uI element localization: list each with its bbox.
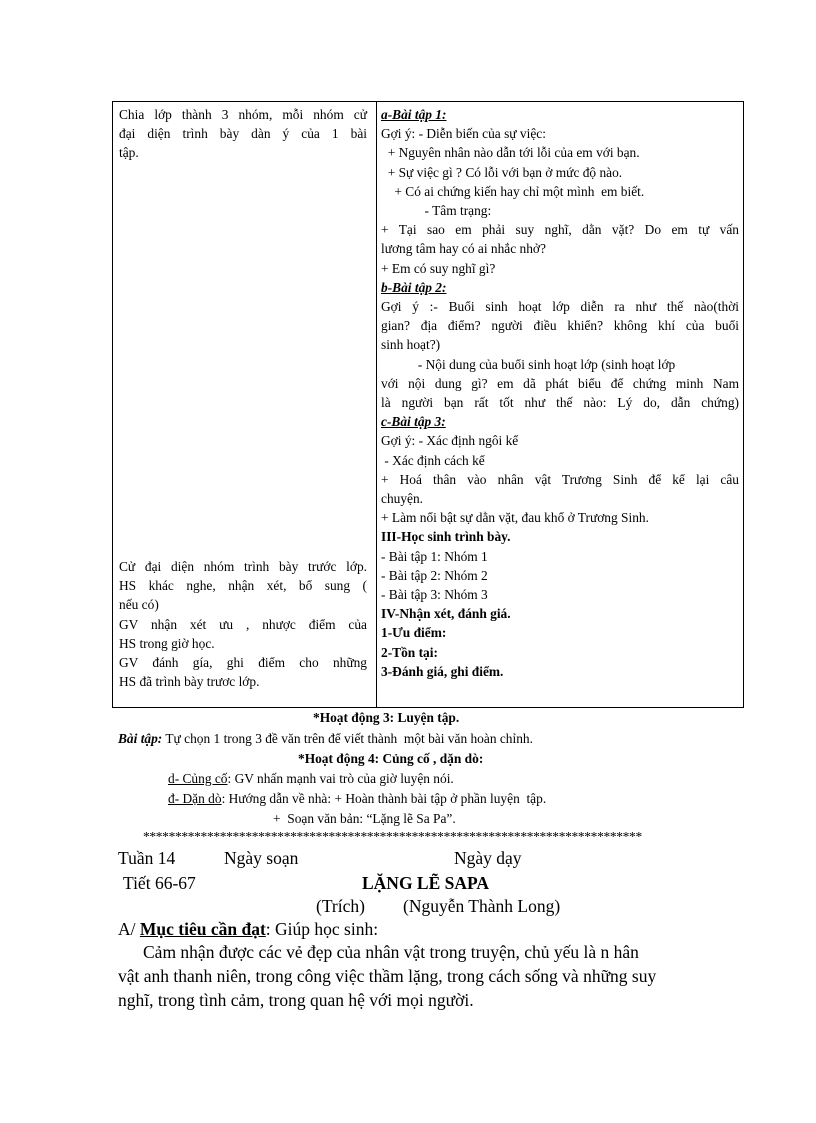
prep-date-label: Ngày soạn	[224, 848, 299, 868]
lesson-table	[112, 101, 744, 708]
text-line: Gợi ý: - Xác định ngôi kể	[381, 433, 519, 449]
section-4-heading: IV-Nhận xét, đánh giá.	[381, 606, 511, 622]
exercise-3-heading: c-Bài tập 3:	[381, 414, 446, 430]
text-line: - Xác định cách kể	[381, 452, 485, 468]
text-line: GV đánh gía, ghi điểm cho những	[119, 655, 367, 671]
cungco-text: : GV nhấn mạnh vai trò của giờ luyện nói.	[227, 771, 454, 786]
text-line: sinh hoạt?)	[381, 337, 441, 353]
left-cell-bottom	[119, 557, 367, 691]
author-label: (Nguyễn Thành Long)	[403, 896, 561, 916]
dando-line	[168, 791, 546, 807]
text-line: - Bài tập 3: Nhóm 3	[381, 587, 488, 603]
text-line: Gợi ý: - Diễn biến của sự việc:	[381, 126, 546, 142]
excerpt-label: (Trích)	[316, 896, 365, 916]
text-line: đại diện trình bày dàn ý của 1 bài	[119, 126, 367, 142]
text-line: - Nội dung của buổi sinh hoạt lớp (sinh hoạt lớp	[381, 356, 676, 372]
goal-line	[118, 919, 378, 940]
exercise-1-heading: a-Bài tập 1:	[381, 107, 447, 122]
goal-prefix: A/	[118, 919, 140, 939]
right-cell	[381, 105, 739, 681]
dando-text-2: + Soạn văn bản: “Lặng lẽ Sa Pa”.	[273, 811, 456, 826]
text-line: 2-Tồn tại:	[381, 644, 438, 660]
body-line: Cảm nhận được các vẻ đẹp của nhân vật trong truyện, chủ yếu là n hân	[143, 942, 639, 962]
period-label: Tiết 66-67	[123, 873, 196, 893]
text-line: GV nhận xét ưu , nhược điểm của	[119, 616, 367, 632]
text-line: + Làm nổi bật sự dằn vặt, đau khổ ở Trương Sinh.	[381, 510, 649, 526]
exercise-line	[118, 731, 533, 747]
star-divider: ******************************************************************************	[143, 829, 642, 844]
text-line: HS khác nghe, nhận xét, bổ sung (	[119, 578, 367, 594]
text-line: tập.	[119, 145, 139, 161]
cungco-label: d- Củng cố	[168, 771, 228, 786]
text-line: gian? địa điểm? người điều khiển? không khí của buổi	[381, 318, 739, 334]
text-line: + Em có suy nghĩ gì?	[381, 260, 496, 276]
dando-text: : Hướng dẫn về nhà: + Hoàn thành bài tập ở phần luyện tập.	[221, 791, 547, 806]
text-line: Chia lớp thành 3 nhóm, mỗi nhóm cử	[119, 107, 367, 122]
exercise-2-heading: b-Bài tập 2:	[381, 279, 447, 295]
text-line: + Có ai chứng kiến hay chỉ một mình em biết.	[381, 183, 645, 199]
body-line: vật anh thanh niên, trong công việc thầm lặng, trong cách sống và những suy	[118, 966, 657, 986]
lesson-title: LẶNG LẼ SAPA	[362, 873, 490, 893]
text-line: Gợi ý :- Buổi sinh hoạt lớp diễn ra như thế nào(thời	[381, 299, 739, 315]
text-line: 3-Đánh giá, ghi điểm.	[381, 663, 504, 679]
goal-text: : Giúp học sinh:	[265, 919, 379, 939]
teach-date-label: Ngày dạy	[454, 848, 522, 868]
left-cell-top	[119, 105, 367, 163]
text-line: + Nguyên nhân nào dẫn tới lỗi của em với bạn.	[381, 145, 640, 161]
week-label: Tuần 14	[118, 848, 176, 868]
text-line: - Bài tập 1: Nhóm 1	[381, 548, 488, 564]
text-line: - Bài tập 2: Nhóm 2	[381, 567, 488, 583]
goal-label: Mục tiêu cần đạt	[139, 919, 266, 939]
text-line: 1-Ưu điểm:	[381, 625, 447, 641]
text-line: + Tại sao em phải suy nghĩ, dằn vặt? Do em tự vấn	[381, 222, 739, 238]
text-line: + Sự việc gì ? Có lỗi với bạn ở mức độ nào.	[381, 164, 623, 180]
text-line: lương tâm hay có ai nhắc nhở?	[381, 241, 546, 257]
text-line: + Hoá thân vào nhân vật Trương Sinh để kể lại câu	[381, 471, 739, 487]
exercise-text: Tự chọn 1 trong 3 đề văn trên để viết thành một bài văn hoàn chỉnh.	[162, 731, 533, 746]
text-line: với nội dung gì? em dã phát biểu để chứng minh Nam	[381, 375, 739, 391]
text-line: HS trong giờ học.	[119, 635, 215, 651]
section-3-heading: III-Học sinh trình bày.	[381, 529, 511, 545]
activity-4-heading: *Hoạt động 4: Củng cố , dặn dò:	[298, 751, 484, 766]
activity-3-heading: *Hoạt động 3: Luyện tập.	[313, 710, 460, 725]
cungco-line	[168, 771, 454, 787]
text-line: - Tâm trạng:	[381, 203, 492, 219]
text-line: là người bạn rất tốt như thế nào: Lý do, dẫn chứng)	[381, 395, 739, 411]
text-line: Cử đại diện nhóm trình bày trước lớp.	[119, 559, 367, 574]
exercise-label: Bài tập:	[118, 731, 163, 746]
column-divider	[376, 102, 377, 707]
text-line: chuyện.	[381, 491, 424, 507]
text-line: HS đã trình bày trươc lớp.	[119, 674, 260, 690]
body-line: nghĩ, trong tình cảm, trong quan hệ với mọi người.	[118, 990, 474, 1010]
dando-label: đ- Dặn dò	[168, 791, 222, 806]
text-line: nếu có)	[119, 597, 159, 613]
